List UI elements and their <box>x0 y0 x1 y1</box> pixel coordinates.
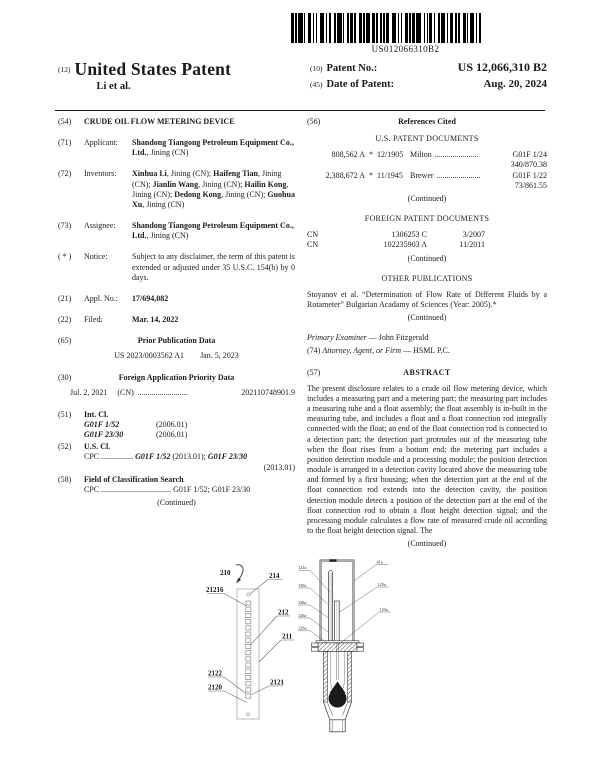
ref-dots: ...................... <box>436 170 481 180</box>
abstract-heading: ABSTRACT <box>403 367 451 377</box>
foreign-doc-country: CN <box>307 230 319 240</box>
int-cl-version: (2006.01) <box>156 419 188 429</box>
notice-label: Notice: <box>84 252 108 262</box>
inventor-short-line: Li et al. <box>96 81 131 93</box>
applicant-value: Shandong Tiangong Petroleum Equipment Co., Ltd., Jining (CN) <box>132 138 294 158</box>
date-of-patent-value: Aug. 20, 2024 <box>483 78 547 90</box>
appl-no-value: 17/694,082 <box>132 293 169 303</box>
document-type-title: United States Patent <box>74 59 232 79</box>
us-docs-continued: (Continued) <box>407 193 447 203</box>
figure-label-2122: 2122 <box>208 669 222 678</box>
priority-country: (CN) <box>117 387 134 397</box>
ref-class-line2: 340/870.38 <box>510 160 547 170</box>
prior-publication-heading: Prior Publication Data <box>137 336 216 346</box>
int-cl-code: G01F 1/52 <box>84 419 120 429</box>
header <box>58 60 547 93</box>
inid-65: (65) <box>58 336 72 346</box>
filed-label: Filed: <box>84 315 103 325</box>
filed-value: Mar. 14, 2022 <box>132 315 179 325</box>
figure-label-128a: 128a <box>298 599 307 605</box>
other-pubs-continued: (Continued) <box>407 313 447 323</box>
references-heading: References Cited <box>398 117 456 126</box>
date-of-patent-label: Date of Patent: <box>326 79 395 90</box>
prior-publication-line <box>58 351 295 361</box>
us-cl-line: CPC ................ G01F 1/52 (2013.01); G01F 23/30 <box>84 452 248 462</box>
inid-30: (30) <box>58 372 72 382</box>
prior-publication-number: US 2023/0003562 A1 <box>114 351 185 361</box>
assignee-label: Assignee: <box>84 221 116 231</box>
field-continued: (Continued) <box>157 498 196 508</box>
ref-star: * <box>369 150 373 160</box>
section-inventors <box>58 169 295 210</box>
figure-label-121a: 121a <box>298 565 307 570</box>
inid-71: (71) <box>58 138 72 148</box>
section-references <box>307 117 547 127</box>
int-cl-heading: Int. Cl. <box>84 409 109 419</box>
ref-number: 808,562 A <box>331 150 365 160</box>
us-cl-heading: U.S. Cl. <box>84 442 111 452</box>
inid-73: (73) <box>58 221 72 231</box>
foreign-doc-country: CN <box>307 240 319 250</box>
abstract-text: The present disclosure relates to a crude oil flow metering device, which includes a measuring part and a metering part; the measuring part includes a measuring tube and a float assembly; the float assembly is in-built in the measuring tube, and includes a float and a float connection rod integrally connected with the float; an end of the float connection rod is connected to a detection part; the detection part protrudes out of the measuring tube when the float rises from a bottom end; the metering part includes a position detection module and a processing module; the position detection module is arranged in a detection cavity located above the measuring tube and formed by a first housing; when the detection part at the end of the float connection rod extends into the detection cavity, the position detection module detects a position of the detection part at the end of the float connection rod to obtain a float height detection signal; and the processing module calculates a flow rate of measured crude oil according to the float height detection signal. The <box>307 383 547 535</box>
barcode <box>291 13 520 43</box>
inid-10: (10) <box>310 64 323 73</box>
section-field-of-search <box>58 475 295 495</box>
housing-top-block <box>330 559 337 561</box>
figure-label-125a: 125a <box>377 581 386 587</box>
bibliographic-columns <box>58 117 547 559</box>
field-of-search-line: CPC ................................... G01F 1/52; G01F 23/30 <box>84 484 251 494</box>
figure-210-arrow <box>236 565 243 581</box>
other-publications-heading: OTHER PUBLICATIONS <box>381 273 473 283</box>
ref-date: 12/1905 <box>377 150 404 160</box>
barcode-text: US012066310B2 <box>371 44 440 54</box>
ref-name: Brewer <box>410 170 434 180</box>
figure-drawing <box>180 552 430 776</box>
prior-publication-date: Jan. 5, 2023 <box>200 351 239 361</box>
ref-number: 2,388,672 A <box>325 170 365 180</box>
inid-21: (21) <box>58 293 72 303</box>
foreign-doc-number: 1306253 C <box>391 230 427 240</box>
abstract-continued: (Continued) <box>407 539 447 549</box>
figure-label-123a: 123a <box>379 606 388 612</box>
figure-label-130a: 130a <box>298 582 307 588</box>
inid-72: (72) <box>58 169 72 179</box>
figure-label-210: 210 <box>220 569 231 577</box>
figure-label-129a: 129a <box>298 625 307 631</box>
inid-58: (58) <box>58 474 72 484</box>
inid-56: (56) <box>307 117 321 126</box>
section-prior-publication <box>58 336 295 346</box>
priority-date: Jul. 2, 2021 <box>70 387 108 397</box>
figure-label-21216: 21216 <box>206 586 224 594</box>
figure-label-211: 211 <box>282 632 293 641</box>
inid-74: (74) <box>307 345 321 355</box>
int-cl-version: (2006.01) <box>156 430 188 440</box>
inventors-label: Inventors: <box>84 169 117 179</box>
ref-class-line2: 73/861.55 <box>514 180 547 190</box>
section-notice <box>58 252 295 282</box>
ref-class: G01F 1/24 <box>512 150 547 160</box>
priority-dots: ......................... <box>137 387 188 397</box>
patent-no-value: US 12,066,310 B2 <box>457 60 547 74</box>
section-abstract <box>307 368 547 378</box>
foreign-patent-documents-heading: FOREIGN PATENT DOCUMENTS <box>364 214 490 224</box>
foreign-doc-date: 11/2011 <box>459 240 485 250</box>
inid-51: (51) <box>58 409 72 419</box>
section-title <box>58 117 295 127</box>
inventors-value: Xinhua Li, Jining (CN); Haifeng Tian, Jining (CN); Jianlin Wang, Jining (CN); Hailin Kong, Jining (CN); Dedong Kong, Jining (CN); Guohua Xu, Jining (CN) <box>132 169 295 209</box>
figure-label-41a: 41a <box>376 559 383 565</box>
inid-57: (57) <box>307 367 321 377</box>
foreign-doc-date: 3/2007 <box>462 230 485 240</box>
attorney-value: Attorney, Agent, or Firm — HSML P.C. <box>322 345 450 355</box>
section-foreign-priority <box>58 373 295 383</box>
inid-45: (45) <box>310 80 323 89</box>
foreign-doc-number: 102235903 A <box>383 240 427 250</box>
front-page-figure <box>180 552 430 776</box>
section-applicant <box>58 138 295 158</box>
section-int-cl <box>58 410 295 440</box>
notice-text: Subject to any disclaimer, the term of this patent is extended or adjusted under 35 U.S.C. 154(b) by 0 days. <box>132 252 295 282</box>
figure-label-212: 212 <box>278 608 289 617</box>
right-column <box>307 117 547 559</box>
rotameter-section-figure <box>298 559 391 732</box>
inid-52: (52) <box>58 442 72 452</box>
primary-examiner-line: Primary Examiner — John Fitzgerald <box>307 333 429 343</box>
figure-label-2121: 2121 <box>270 678 284 687</box>
us-cl-line2: (2013.01) <box>263 462 295 472</box>
ref-date: 11/1945 <box>377 170 403 180</box>
foreign-doc-row <box>307 230 547 240</box>
field-of-search-heading: Field of Classification Search <box>84 474 184 484</box>
section-filed <box>58 315 295 325</box>
patent-no-label: Patent No.: <box>326 63 378 74</box>
foreign-priority-line <box>58 388 295 398</box>
foreign-docs-continued: (Continued) <box>407 253 447 263</box>
section-assignee <box>58 221 295 241</box>
foreign-doc-row <box>307 240 547 250</box>
us-patent-doc-row <box>307 171 547 181</box>
us-patent-documents-heading: U.S. PATENT DOCUMENTS <box>375 134 479 144</box>
priority-number: 202110748901.9 <box>241 387 295 397</box>
section-us-cl <box>58 442 295 472</box>
int-cl-code: G01F 23/30 <box>84 430 124 440</box>
inid-12: (12) <box>58 65 71 74</box>
figure-label-126a: 126a <box>298 612 307 618</box>
ref-dots: ...................... <box>434 150 479 160</box>
attorney-line <box>307 346 547 356</box>
left-column <box>58 117 295 559</box>
inid-22: (22) <box>58 315 72 325</box>
ref-class: G01F 1/22 <box>512 170 547 180</box>
figure-label-214: 214 <box>269 572 280 580</box>
inid-54: (54) <box>58 117 72 126</box>
invention-title: CRUDE OIL FLOW METERING DEVICE <box>84 117 235 126</box>
section-appl-no <box>58 294 295 304</box>
inid-star: ( * ) <box>58 252 72 262</box>
us-patent-doc-row <box>307 150 547 160</box>
header-divider <box>55 110 545 111</box>
measuring-tube-figure <box>206 565 294 719</box>
figure-label-2120: 2120 <box>208 683 222 692</box>
appl-no-label: Appl. No.: <box>84 293 118 303</box>
applicant-label: Applicant: <box>84 138 118 148</box>
assignee-value: Shandong Tiangong Petroleum Equipment Co., Ltd., Jining (CN) <box>132 221 294 241</box>
ref-star: * <box>369 170 373 180</box>
other-publications-text: Stoyanov et al. “Determination of Flow Rate of Different Fluids by a Rotameter” Bulgarian Acadamy of Sciences (Year: 2005).* <box>307 289 547 310</box>
ref-name: Milton <box>410 150 432 160</box>
foreign-priority-heading: Foreign Application Priority Data <box>118 372 235 382</box>
